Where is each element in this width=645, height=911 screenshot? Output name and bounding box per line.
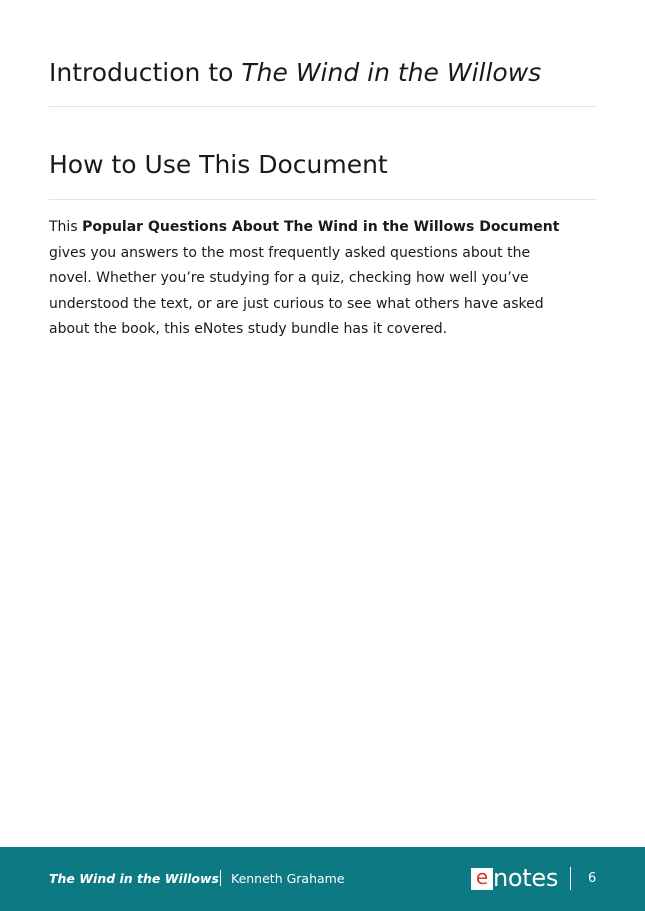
enotes-logo-e: e	[471, 868, 493, 890]
enotes-logo-text: notes	[493, 864, 559, 892]
body-line-1	[49, 215, 597, 241]
body-line-4: understood the text, or are just curious to see what others have asked	[49, 295, 544, 312]
body-bold-title: Popular Questions About The Wind in the Willows Document	[82, 219, 560, 235]
body-lead: This	[49, 219, 83, 235]
footer-author: Kenneth Grahame	[231, 871, 345, 886]
footer-book-title: The Wind in the Willows	[49, 871, 219, 886]
intro-heading	[49, 56, 541, 90]
body-line-3: novel. Whether you’re studying for a quiz, checking how well you’ve	[49, 270, 529, 286]
section-heading: How to Use This Document	[49, 150, 388, 179]
page-number: 6	[588, 871, 597, 886]
enotes-logo	[471, 864, 559, 892]
body-line-2: gives you answers to the most frequently asked questions about the	[49, 244, 531, 261]
body-line-5: about the book, this eNotes study bundle has it covered.	[49, 321, 448, 337]
footer-divider-right	[570, 867, 571, 890]
divider-section	[49, 199, 597, 200]
footer-divider	[220, 870, 221, 886]
body-paragraph	[49, 215, 597, 343]
divider-top	[49, 106, 597, 107]
page-footer	[0, 847, 645, 911]
intro-heading-prefix: Introduction to	[49, 58, 242, 87]
intro-heading-title: The Wind in the Willows	[241, 58, 542, 87]
